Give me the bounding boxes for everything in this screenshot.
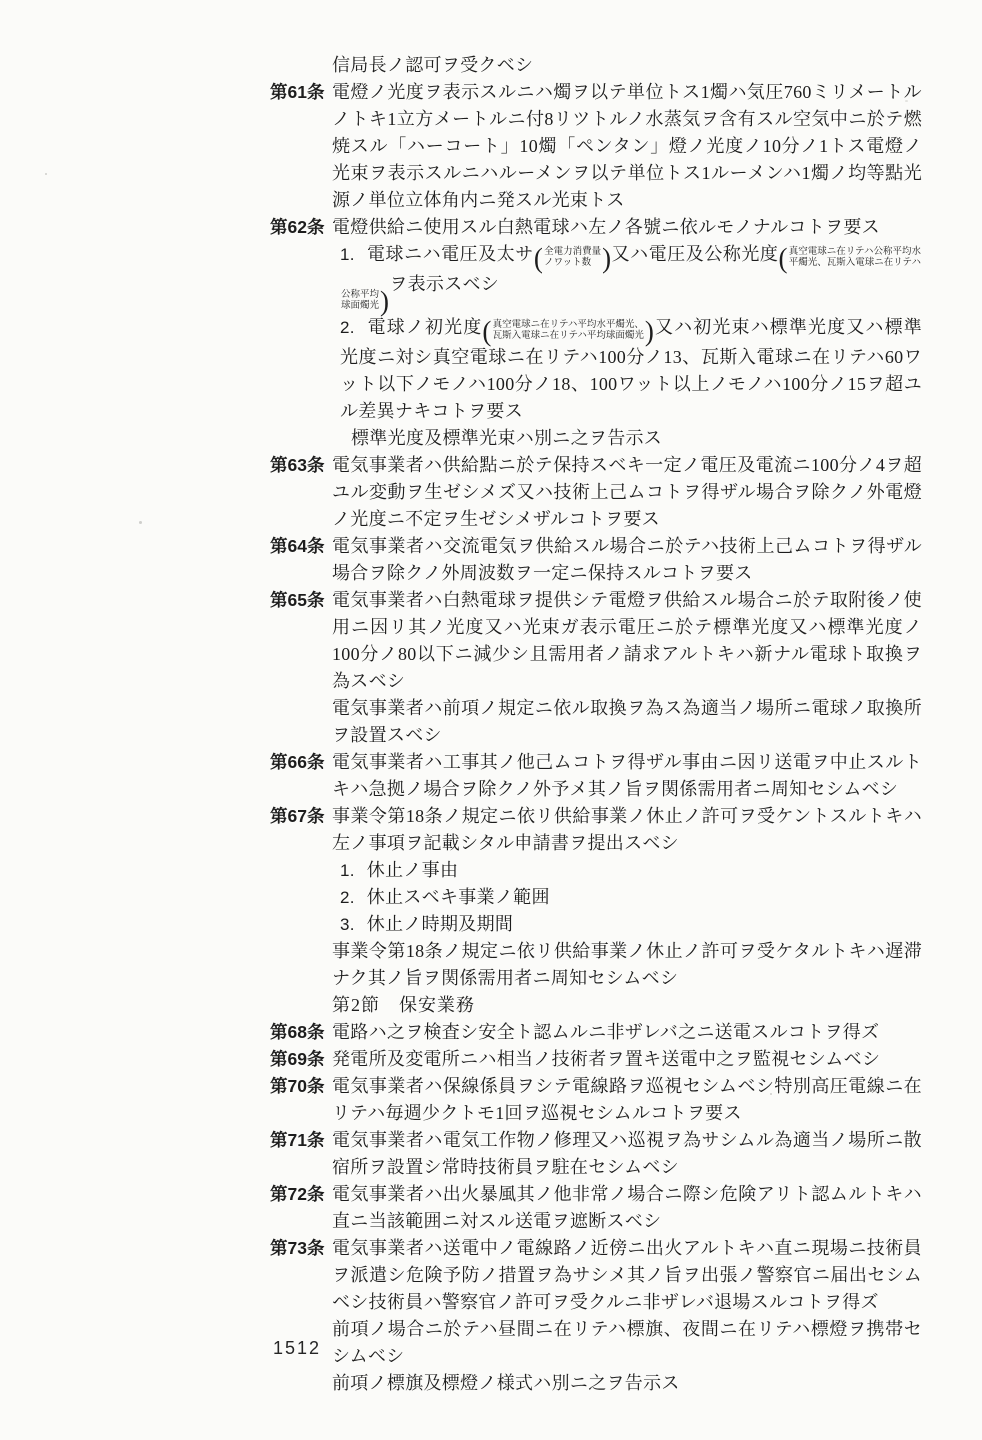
item-text: ヲ表示スベシ: [389, 274, 500, 294]
paren-annotation-candlepower-open: [778, 242, 922, 274]
article-70-text: 電気事業者ハ保線係員ヲシテ電線路ヲ巡視セシムベシ特別高圧電線ニ在リテハ毎週少クトモ1回ヲ巡視セシムルコトヲ要ス: [332, 1076, 922, 1123]
article-64-number: 第64条: [270, 536, 325, 556]
article-62-item-2: [340, 314, 922, 425]
article-64-text: 電気事業者ハ交流電気ヲ供給スル場合ニ於テハ技術上己ムコトヲ得ザル場合ヲ除クノ外周波数ヲ一定ニ保持スルコトヲ要ス: [332, 536, 922, 583]
article-62: [270, 214, 922, 452]
item-text: 又ハ電圧及公称光度: [611, 244, 779, 264]
article-63: [270, 452, 922, 533]
item-text: 電球ノ初光度: [366, 317, 483, 337]
paper-speck: [770, 1093, 772, 1095]
item-number: 2.: [340, 888, 355, 907]
article-72: [270, 1181, 922, 1235]
item-text: 休止ノ時期及期間: [366, 914, 514, 934]
article-61-number: 第61条: [270, 82, 325, 102]
annotation-bottom: 球面燭光: [341, 301, 380, 311]
article-73-number: 第73条: [270, 1238, 325, 1258]
paper-speck: [139, 521, 142, 524]
article-68-text: 電路ハ之ヲ検査シ安全ト認ムルニ非ザレバ之ニ送電スルコトヲ得ズ: [332, 1022, 880, 1042]
article-67: [270, 803, 922, 992]
article-73-paragraph-2: 前項ノ場合ニ於テハ昼間ニ在リテハ標旗、夜間ニ在リテハ標燈ヲ携帯セシムベシ: [332, 1319, 922, 1366]
document-text-block: [270, 52, 922, 1397]
annotation-top: 公称平均: [341, 290, 380, 300]
annotation-bottom: ノワット数: [544, 258, 592, 268]
article-64: [270, 533, 922, 587]
annotation-bottom: 平燭光、瓦斯入電球ニ在リテハ: [788, 258, 921, 268]
continuation-line: 信局長ノ認可ヲ受クベシ: [332, 55, 534, 75]
article-62-number: 第62条: [270, 217, 325, 237]
open-paren: (: [533, 242, 544, 274]
article-67-paragraph-1: 事業令第18条ノ規定ニ依リ供給事業ノ休止ノ許可ヲ受ケントスルトキハ左ノ事項ヲ記載シタル申請書ヲ提出スベシ: [332, 806, 922, 853]
item-number: 3.: [340, 915, 355, 934]
article-62-intro: 電燈供給ニ使用スル白熱電球ハ左ノ各號ニ依ルモノナルコトヲ要ス: [332, 217, 880, 237]
annotation-top: 真空電球ニ在リテハ平均水平燭光、: [492, 320, 644, 330]
item-text: 休止スベキ事業ノ範囲: [366, 887, 550, 907]
paren-annotation-initial-candlepower: [482, 315, 655, 347]
item-text: 休止ノ事由: [366, 860, 459, 880]
article-73-paragraph-1: 電気事業者ハ送電中ノ電線路ノ近傍ニ出火アルトキハ直ニ現場ニ技術員ヲ派遣シ危険予防ノ措置ヲ為サシメ其ノ旨ヲ出張ノ警察官ニ届出セシムベシ技術員ハ警察官ノ許可ヲ受クルニ非ザレバ退場スルコトヲ得ズ: [332, 1238, 922, 1312]
article-69-number: 第69条: [270, 1049, 325, 1069]
close-paren: ): [380, 285, 390, 317]
article-61: [270, 79, 922, 214]
article-62-item-1: [340, 241, 922, 317]
article-65: [270, 587, 922, 749]
article-67-item-3: [340, 911, 922, 938]
article-71-number: 第71条: [270, 1130, 325, 1150]
paren-annotation-candlepower-close: [340, 285, 390, 317]
annotation-top: 全電力消費量: [544, 247, 602, 257]
article-73-paragraph-3: 前項ノ標旗及標燈ノ様式ハ別ニ之ヲ告示ス: [332, 1373, 680, 1393]
open-paren: (: [482, 315, 492, 347]
annotation-top: 真空電球ニ在リテハ公称平均水: [788, 247, 921, 257]
close-paren: ): [644, 315, 655, 347]
article-67-item-1: [340, 857, 922, 884]
article-65-number: 第65条: [270, 590, 325, 610]
page-number: 1512: [273, 1338, 322, 1358]
article-70-number: 第70条: [270, 1076, 325, 1096]
paren-annotation-wattage: [533, 242, 612, 274]
article-68: [270, 1019, 922, 1046]
article-70: [270, 1073, 922, 1127]
article-66: [270, 749, 922, 803]
article-65-paragraph-2: 電気事業者ハ前項ノ規定ニ依ル取換ヲ為ス為適当ノ場所ニ電球ノ取換所ヲ設置スベシ: [332, 698, 922, 745]
article-67-number: 第67条: [270, 806, 325, 826]
article-73: [270, 1235, 922, 1397]
section-2-heading: 第2節 保安業務: [332, 995, 475, 1015]
article-65-paragraph-1: 電気事業者ハ白熱電球ヲ提供シテ電燈ヲ供給スル場合ニ於テ取附後ノ使用ニ因リ其ノ光度又ハ光束ガ表示電圧ニ於テ標準光度又ハ標準光度ノ100分ノ80以下ニ減少シ且需用者ノ請求アルトキハ新ナル電球ト取換ヲ為スベシ: [332, 590, 922, 691]
article-62-note: 標準光度及標準光束ハ別ニ之ヲ告示ス: [351, 428, 663, 448]
article-71-text: 電気事業者ハ電気工作物ノ修理又ハ巡視ヲ為サシムル為適当ノ場所ニ散宿所ヲ設置シ常時技術員ヲ駐在セシムベシ: [332, 1130, 922, 1177]
article-69-text: 発電所及変電所ニハ相当ノ技術者ヲ置キ送電中之ヲ監視セシムベシ: [332, 1049, 881, 1069]
close-paren: ): [602, 242, 612, 274]
article-72-number: 第72条: [270, 1184, 325, 1204]
article-68-number: 第68条: [270, 1022, 325, 1042]
article-69: [270, 1046, 922, 1073]
item-text: 電球ニハ電圧及太サ: [366, 244, 534, 264]
article-61-text: 電燈ノ光度ヲ表示スルニハ燭ヲ以テ単位トス1燭ハ気圧760ミリメートルノトキ1立方メートルニ付8リツトルノ水蒸気ヲ含有スル空気中ニ於テ燃焼スル「ハーコート」10燭「ペンタン」燈ノ光度ノ10分ノ1トス電燈ノ光束ヲ表示スルニハルーメンヲ以テ単位トス1ルーメンハ1燭ノ均等點光源ノ単位立体角内ニ発スル光束トス: [332, 82, 922, 210]
annotation-bottom: 瓦斯入電球ニ在リテハ平均球面燭光: [492, 331, 644, 341]
article-67-paragraph-2: 事業令第18条ノ規定ニ依リ供給事業ノ休止ノ許可ヲ受ケタルトキハ遅滞ナク其ノ旨ヲ関係需用者ニ周知セシムベシ: [332, 941, 922, 988]
article-72-text: 電気事業者ハ出火暴風其ノ他非常ノ場合ニ際シ危険アリト認ムルトキハ直ニ当該範囲ニ対スル送電ヲ遮断スベシ: [332, 1184, 922, 1231]
article-66-number: 第66条: [270, 752, 325, 772]
paper-speck: [45, 173, 47, 175]
item-text: 又ハ初光束ハ標準光度又ハ標準光度ニ対シ真空電球ニ在リテハ100分ノ13、瓦斯入電球ニ在リテハ60ワット以下ノモノハ100分ノ18、100ワット以上ノモノハ100分ノ15ヲ超ユル差異ナキコトヲ要ス: [340, 317, 922, 421]
article-63-text: 電気事業者ハ供給點ニ於テ保持スベキ一定ノ電圧及電流ニ100分ノ4ヲ超ユル変動ヲ生ゼシメズ又ハ技術上己ムコトヲ得ザル場合ヲ除クノ外電燈ノ光度ニ不定ヲ生ゼシメザルコトヲ要ス: [332, 455, 922, 529]
item-number: 1.: [340, 245, 355, 264]
item-number: 1.: [340, 861, 355, 880]
open-paren: (: [778, 242, 788, 274]
item-number: 2.: [340, 318, 355, 337]
article-66-text: 電気事業者ハ工事其ノ他己ムコトヲ得ザル事由ニ因リ送電ヲ中止スルトキハ急拠ノ場合ヲ除クノ外予メ其ノ旨ヲ関係需用者ニ周知セシムベシ: [332, 752, 922, 799]
paper-speck: [905, 100, 908, 102]
article-71: [270, 1127, 922, 1181]
article-67-item-2: [340, 884, 922, 911]
article-63-number: 第63条: [270, 455, 325, 475]
